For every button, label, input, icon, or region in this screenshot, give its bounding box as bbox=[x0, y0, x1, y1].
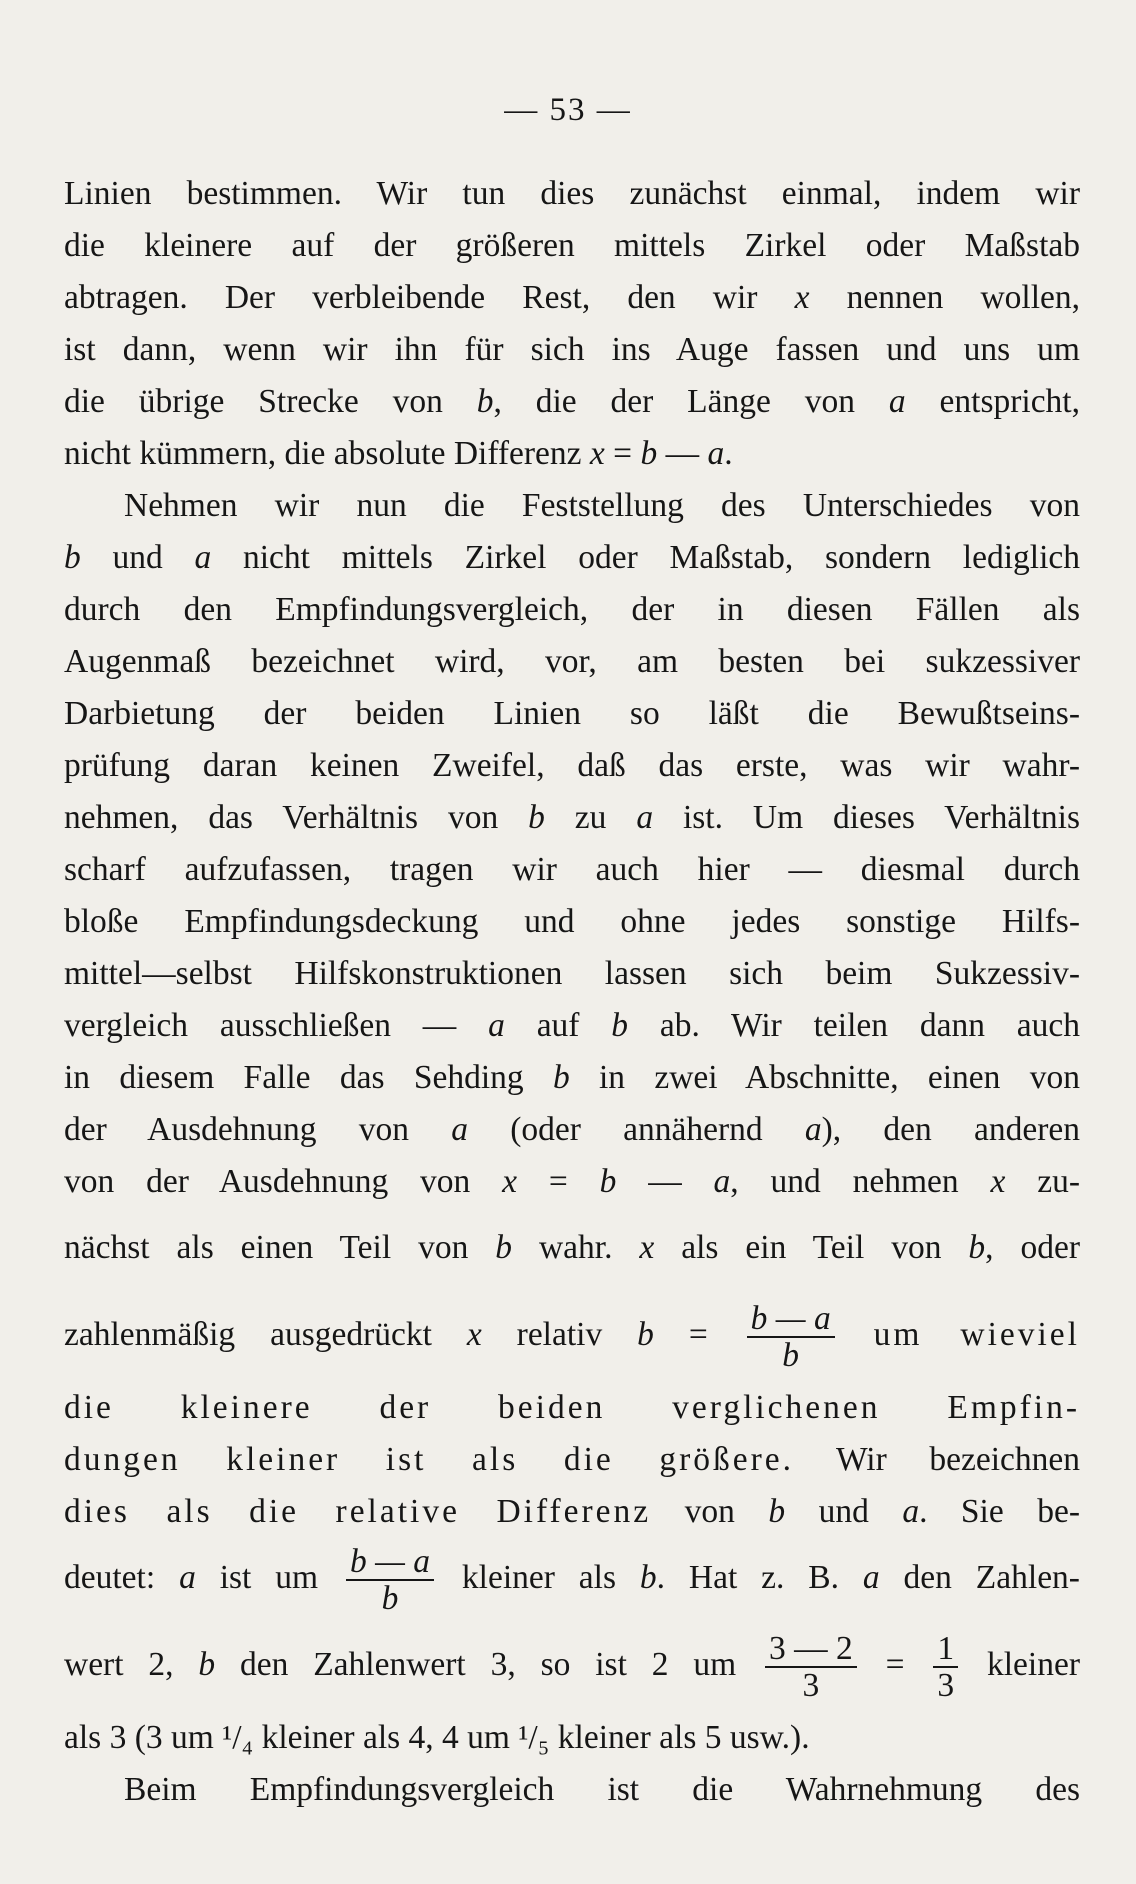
text-run: durch den Empfindungsvergleich, der in diesen Fällen als bbox=[64, 591, 1080, 628]
text-run: und bbox=[785, 1493, 903, 1530]
italic-variable: x bbox=[639, 1229, 655, 1266]
text-run: . Hat z. B. bbox=[656, 1559, 863, 1596]
text-run: bloße Empfindungsdeckung und ohne jedes sonstige Hilfs- bbox=[64, 903, 1080, 940]
text-run: ab. Wir teilen dann auch bbox=[628, 1007, 1080, 1044]
text-run: den Zahlen- bbox=[879, 1559, 1080, 1596]
text-run: von der Ausdehnung von bbox=[64, 1163, 503, 1200]
text-line bbox=[64, 480, 1080, 532]
text-line bbox=[64, 1052, 1080, 1104]
text-line bbox=[64, 428, 1080, 480]
text-run: — bbox=[616, 1163, 714, 1200]
fraction-denominator: 3 bbox=[937, 1667, 955, 1705]
italic-variable: a bbox=[488, 1007, 505, 1044]
text-line bbox=[64, 688, 1080, 740]
text-line bbox=[64, 792, 1080, 844]
body-text bbox=[64, 168, 1080, 1816]
text-line bbox=[64, 1434, 1080, 1486]
text-line bbox=[64, 1538, 1080, 1618]
text-line bbox=[64, 1618, 1080, 1712]
text-run bbox=[839, 1316, 874, 1353]
spaced-emphasis: dies als die relative Differenz bbox=[64, 1493, 652, 1530]
text-run: , und nehmen bbox=[730, 1163, 991, 1200]
text-run: wahr. bbox=[512, 1229, 640, 1266]
italic-variable: b bbox=[639, 1559, 657, 1596]
text-run: Wir bezeichnen bbox=[794, 1441, 1080, 1478]
fraction-numerator: b — a bbox=[346, 1544, 434, 1581]
text-run: als ein Teil von bbox=[654, 1229, 969, 1266]
text-run: ist dann, wenn wir ihn für sich ins Auge fassen und uns um bbox=[64, 331, 1080, 368]
fraction-denominator: b bbox=[381, 1580, 399, 1618]
text-run: Beim Empfindungsvergleich ist die Wahrnehmung des bbox=[124, 1771, 1080, 1808]
italic-variable: b bbox=[640, 435, 658, 472]
text-line bbox=[64, 1382, 1080, 1434]
text-run: Augenmaß bezeichnet wird, vor, am besten bei sukzessiver bbox=[64, 643, 1080, 680]
text-line bbox=[64, 376, 1080, 428]
text-run: scharf aufzufassen, tragen wir auch hier — diesmal durch bbox=[64, 851, 1080, 888]
italic-variable: b bbox=[637, 1316, 654, 1353]
italic-variable: a bbox=[862, 1559, 880, 1596]
text-run: nicht mittels Zirkel oder Maßstab, sondern lediglich bbox=[211, 539, 1080, 576]
italic-variable: b bbox=[552, 1059, 570, 1096]
text-run: vergleich ausschließen — bbox=[64, 1007, 489, 1044]
text-line bbox=[64, 220, 1080, 272]
text-run: entspricht, bbox=[905, 383, 1080, 420]
text-run: — bbox=[657, 435, 708, 472]
text-run: nicht kümmern, die absolute Differenz bbox=[64, 435, 590, 472]
text-run: = bbox=[860, 1646, 930, 1683]
text-line bbox=[64, 1156, 1080, 1208]
italic-variable: a bbox=[707, 435, 725, 472]
spaced-emphasis: um wieviel bbox=[873, 1316, 1080, 1353]
text-run: kleiner als bbox=[438, 1559, 640, 1596]
spaced-emphasis: dungen kleiner ist als die größere. bbox=[64, 1441, 795, 1478]
text-line bbox=[64, 1208, 1080, 1288]
text-run: auf bbox=[504, 1007, 612, 1044]
text-run: . bbox=[724, 435, 733, 472]
fraction bbox=[747, 1301, 835, 1373]
italic-variable: b bbox=[64, 539, 81, 576]
text-line bbox=[64, 168, 1080, 220]
italic-variable: x bbox=[502, 1163, 518, 1200]
text-run: zu bbox=[544, 799, 637, 836]
fraction-denominator: 3 bbox=[802, 1667, 820, 1705]
text-run: den Zahlenwert 3, so ist 2 um bbox=[215, 1646, 762, 1683]
text-run: , die der Länge von bbox=[493, 383, 889, 420]
text-line bbox=[64, 324, 1080, 376]
text-run: nennen wollen, bbox=[809, 279, 1080, 316]
spaced-emphasis: die kleinere der beiden verglichenen Empfin- bbox=[64, 1389, 1080, 1426]
text-line bbox=[64, 1000, 1080, 1052]
text-run: . Sie be- bbox=[919, 1493, 1080, 1530]
italic-variable: a bbox=[451, 1111, 468, 1148]
text-run: Darbietung der beiden Linien so läßt die Bewußtseins- bbox=[64, 695, 1080, 732]
italic-variable: a bbox=[888, 383, 906, 420]
text-run: mittel—selbst Hilfskonstruktionen lassen sich beim Sukzessiv- bbox=[64, 955, 1080, 992]
italic-variable: b bbox=[611, 1007, 629, 1044]
text-line bbox=[64, 584, 1080, 636]
text-line bbox=[64, 532, 1080, 584]
italic-variable: b bbox=[495, 1229, 513, 1266]
text-run: = bbox=[604, 435, 641, 472]
text-run: nächst als einen Teil von bbox=[64, 1229, 496, 1266]
text-line bbox=[64, 896, 1080, 948]
italic-variable: x bbox=[589, 435, 605, 472]
text-run: ), den anderen bbox=[821, 1111, 1080, 1148]
italic-variable: a bbox=[194, 539, 212, 576]
text-line bbox=[64, 1104, 1080, 1156]
text-run: prüfung daran keinen Zweifel, daß das erste, was wir wahr- bbox=[64, 747, 1080, 784]
text-run: zahlenmäßig ausgedrückt bbox=[64, 1316, 467, 1353]
text-run: in zwei Abschnitte, einen von bbox=[569, 1059, 1080, 1096]
text-line bbox=[64, 844, 1080, 896]
text-run: abtragen. Der verbleibende Rest, den wir bbox=[64, 279, 795, 316]
italic-variable: a bbox=[636, 799, 654, 836]
fraction bbox=[346, 1544, 434, 1616]
fraction-denominator: b bbox=[782, 1337, 800, 1375]
italic-variable: b bbox=[198, 1646, 216, 1683]
text-run: wert 2, bbox=[64, 1646, 199, 1683]
text-run: Nehmen wir nun die Feststellung des Unterschiedes von bbox=[124, 487, 1080, 524]
text-run: der Ausdehnung von bbox=[64, 1111, 452, 1148]
italic-variable: b bbox=[599, 1163, 617, 1200]
text-line bbox=[64, 636, 1080, 688]
text-run: als 3 (3 um ¹/₄ kleiner als 4, 4 um ¹/₅ kleiner als 5 usw.). bbox=[64, 1719, 810, 1756]
text-run: nehmen, das Verhältnis von bbox=[64, 799, 529, 836]
text-run: kleiner bbox=[962, 1646, 1080, 1683]
text-line bbox=[64, 1486, 1080, 1538]
text-line bbox=[64, 1712, 1080, 1764]
italic-variable: a bbox=[713, 1163, 731, 1200]
text-run: relativ bbox=[481, 1316, 638, 1353]
text-line bbox=[64, 272, 1080, 324]
italic-variable: a bbox=[179, 1559, 196, 1596]
italic-variable: b bbox=[476, 383, 494, 420]
italic-variable: b bbox=[768, 1493, 786, 1530]
text-run: (oder annähernd bbox=[467, 1111, 805, 1148]
italic-variable: a bbox=[804, 1111, 822, 1148]
text-run: die übrige Strecke von bbox=[64, 383, 477, 420]
italic-variable: b bbox=[528, 799, 545, 836]
text-run: von bbox=[651, 1493, 769, 1530]
fraction bbox=[765, 1631, 857, 1703]
text-line bbox=[64, 740, 1080, 792]
italic-variable: x bbox=[466, 1316, 482, 1353]
page-number: — 53 — bbox=[504, 92, 632, 128]
text-run: ist um bbox=[195, 1559, 342, 1596]
fraction-numerator: 3 — 2 bbox=[765, 1631, 857, 1668]
text-run: und bbox=[80, 539, 195, 576]
text-line bbox=[64, 1288, 1080, 1382]
text-run: = bbox=[653, 1316, 743, 1353]
fraction-numerator: 1 bbox=[933, 1631, 958, 1668]
text-run: ist. Um dieses Verhältnis bbox=[653, 799, 1081, 836]
text-run: = bbox=[517, 1163, 600, 1200]
text-line bbox=[64, 1764, 1080, 1816]
text-run: , oder bbox=[985, 1229, 1080, 1266]
text-run: in diesem Falle das Sehding bbox=[64, 1059, 553, 1096]
fraction-numerator: b — a bbox=[747, 1301, 835, 1338]
text-run: zu- bbox=[1005, 1163, 1080, 1200]
fraction bbox=[933, 1631, 958, 1703]
text-run: Linien bestimmen. Wir tun dies zunächst einmal, indem wir bbox=[64, 175, 1080, 212]
text-run: deutet: bbox=[64, 1559, 180, 1596]
text-line bbox=[64, 948, 1080, 1000]
italic-variable: x bbox=[794, 279, 810, 316]
italic-variable: a bbox=[902, 1493, 920, 1530]
italic-variable: b bbox=[968, 1229, 986, 1266]
text-run: die kleinere auf der größeren mittels Zirkel oder Maßstab bbox=[64, 227, 1080, 264]
italic-variable: x bbox=[990, 1163, 1006, 1200]
